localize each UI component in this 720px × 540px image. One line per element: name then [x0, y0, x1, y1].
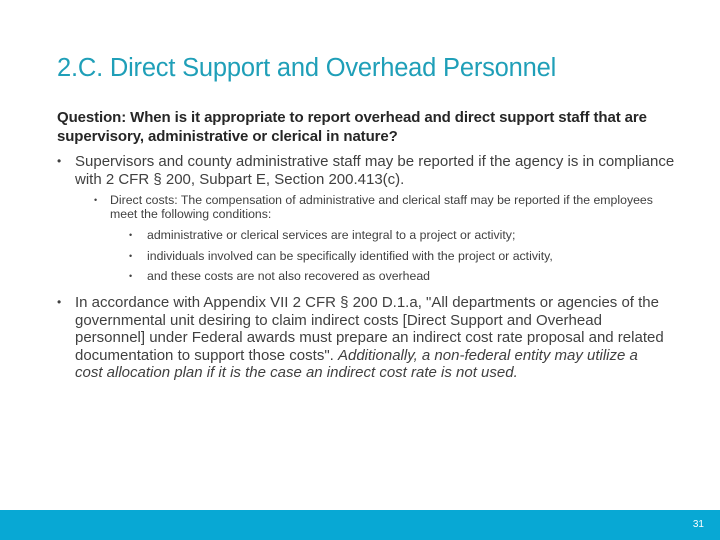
bullet-icon: •	[129, 251, 133, 261]
sub-bullet-direct-costs	[94, 193, 674, 221]
bullet-icon: •	[129, 230, 133, 240]
bullet-icon: •	[57, 295, 62, 309]
bullet-text: Direct costs: The compensation of administrative and clerical staff may be reported if the employees meet the following conditions:	[110, 193, 653, 221]
footer-bar	[0, 510, 720, 540]
bullet-icon: •	[129, 271, 133, 281]
bullet-text: Supervisors and county administrative staff may be reported if the agency is in compliance with 2 CFR § 200, Subpart E, Section 200.413(c).	[75, 153, 675, 188]
condition-item	[129, 269, 689, 283]
condition-text: administrative or clerical services are integral to a project or activity;	[147, 228, 516, 242]
page-number: 31	[692, 519, 704, 530]
bullet-appendix	[57, 294, 667, 382]
condition-item	[129, 228, 689, 242]
condition-text: individuals involved can be specifically identified with the project or activity,	[147, 249, 553, 263]
italic-note: Additionally, a non-federal entity may utilize a cost allocation plan if it is the case an indirect cost rate is not used.	[75, 346, 638, 381]
condition-item	[129, 249, 689, 263]
bullet-text	[75, 294, 667, 382]
quote-text: In accordance with Appendix VII 2 CFR § 200 D.1.a, "All departments or agencies of the governmental unit desiring to claim indirect costs [Direct Support and Overhead personnel] under Federal awards must prepare an indirect cost rate proposal and related documentation to support those costs".	[75, 294, 664, 364]
slide-title: 2.C. Direct Support and Overhead Personnel	[57, 54, 557, 82]
question-text: Question: When is it appropriate to report overhead and direct support staff that are supervisory, administrative or clerical in nature?	[57, 109, 647, 145]
bullet-icon: •	[94, 195, 98, 205]
bullet-supervisors	[57, 153, 677, 188]
condition-text: and these costs are not also recovered as overhead	[147, 269, 431, 283]
bullet-icon: •	[57, 154, 62, 168]
